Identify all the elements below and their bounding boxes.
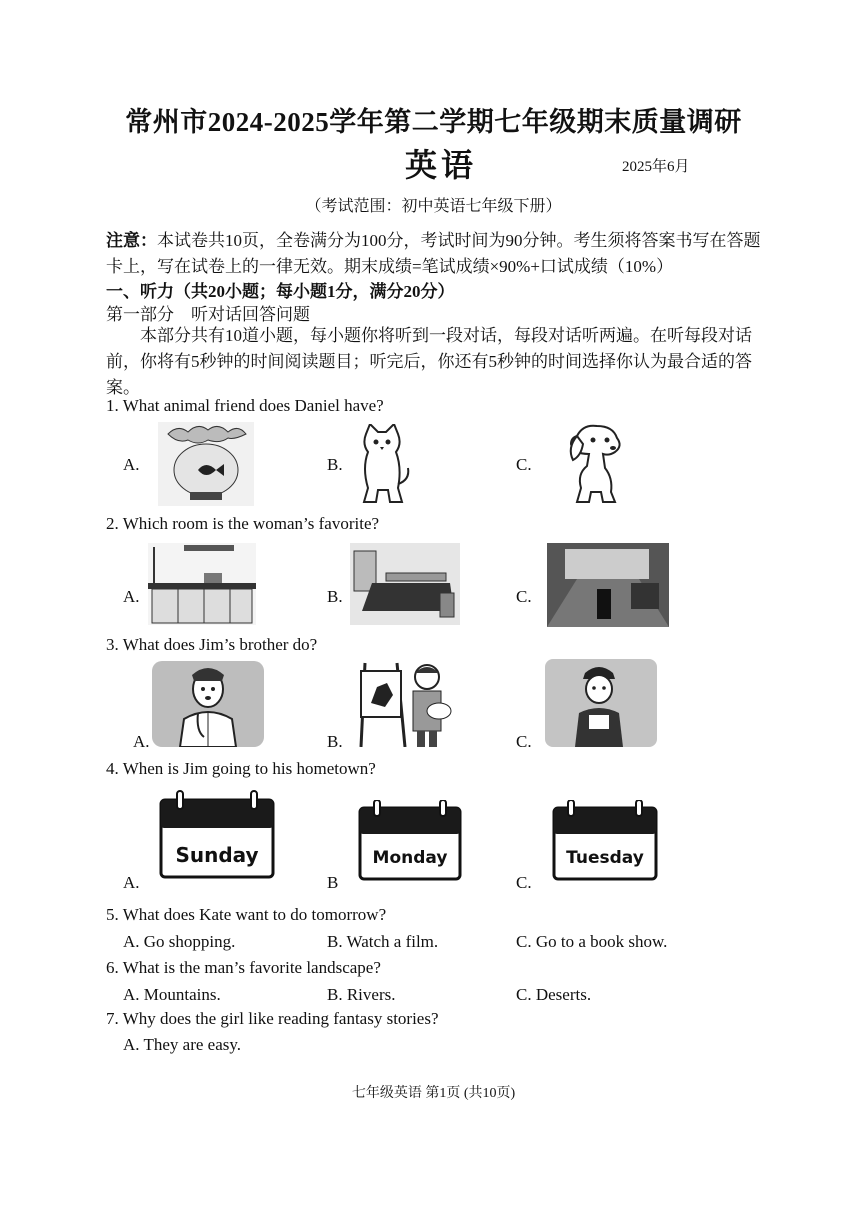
q2-option-c: C. (516, 587, 532, 606)
q1-option-c: C. (516, 455, 532, 474)
question-4: 4. When is Jim going to his hometown? (106, 759, 376, 778)
q3-option-b: B. (327, 732, 343, 751)
q6-option-b: B. Rivers. (327, 985, 396, 1004)
page-footer: 七年级英语 第1页 (共10页) (351, 1086, 516, 1101)
dog-image (563, 422, 629, 506)
goldfish-bowl-image (158, 422, 254, 506)
question-2: 2. Which room is the woman’s favorite? (106, 514, 380, 533)
q3-option-c: C. (516, 732, 532, 751)
calendar-monday-label: Monday (372, 848, 448, 868)
q1-option-b: B. (327, 455, 343, 474)
police-officer-image (545, 659, 657, 747)
part-heading: 第一部分 听对话回答问题 (106, 305, 310, 324)
q4-option-a: A. (123, 873, 140, 892)
calendar-sunday-label: Sunday (175, 843, 259, 867)
q2-option-a: A. (123, 587, 140, 606)
subject-title: 英语 (405, 147, 478, 183)
kitchen-image (148, 543, 256, 625)
living-room-image (547, 543, 669, 627)
exam-title: 常州市2024-2025学年第二学期七年级期末质量调研 (125, 107, 742, 137)
q6-option-a: A. Mountains. (123, 985, 221, 1004)
q5-option-b: B. Watch a film. (327, 932, 439, 951)
q5-option-a: A. Go shopping. (123, 932, 236, 951)
painter-image (357, 657, 453, 747)
q4-option-b: B (327, 873, 339, 892)
calendar-monday-icon (357, 800, 463, 882)
cat-image (352, 424, 412, 506)
calendar-tuesday-icon (551, 800, 659, 882)
section-instructions: 本部分共有10道小题，每小题你将听到一段对话，每段对话听两遍。在听每段对话前，你将有5秒钟的时间阅读题目；听完后，你还有5秒钟的时间选择你认为最合适的答案。 (106, 326, 752, 397)
calendar-sunday-icon (158, 790, 276, 880)
notice-text: 本试卷共10页，全卷满分为100分，考试时间为90分钟。考生须将答案书写在答题卡上，写在试卷上的一律无效。期末成绩=笔试成绩×90%+口试成绩（10%） (106, 231, 761, 276)
q3-option-a: A. (133, 732, 150, 751)
question-5: 5. What does Kate want to do tomorrow? (106, 905, 387, 924)
q1-option-a: A. (123, 455, 140, 474)
exam-scope: （考试范围：初中英语七年级下册） (305, 198, 562, 215)
doctor-image (152, 661, 264, 747)
notice (106, 228, 776, 280)
calendar-tuesday-label: Tuesday (566, 848, 644, 868)
q7-option-a: A. They are easy. (123, 1035, 242, 1054)
question-7: 7. Why does the girl like reading fantasy stories? (106, 1009, 439, 1028)
question-6: 6. What is the man’s favorite landscape? (106, 958, 381, 977)
q2-option-b: B. (327, 587, 343, 606)
bedroom-image (350, 543, 460, 625)
exam-date: 2025年6月 (622, 159, 690, 175)
question-1: 1. What animal friend does Daniel have? (106, 396, 384, 415)
q4-option-c: C. (516, 873, 532, 892)
notice-label: 注意： (106, 231, 157, 250)
question-3: 3. What does Jim’s brother do? (106, 635, 318, 654)
section-heading: 一、听力（共20小题；每小题1分，满分20分） (106, 282, 455, 301)
q5-option-c: C. Go to a book show. (516, 932, 668, 951)
q6-option-c: C. Deserts. (516, 985, 592, 1004)
